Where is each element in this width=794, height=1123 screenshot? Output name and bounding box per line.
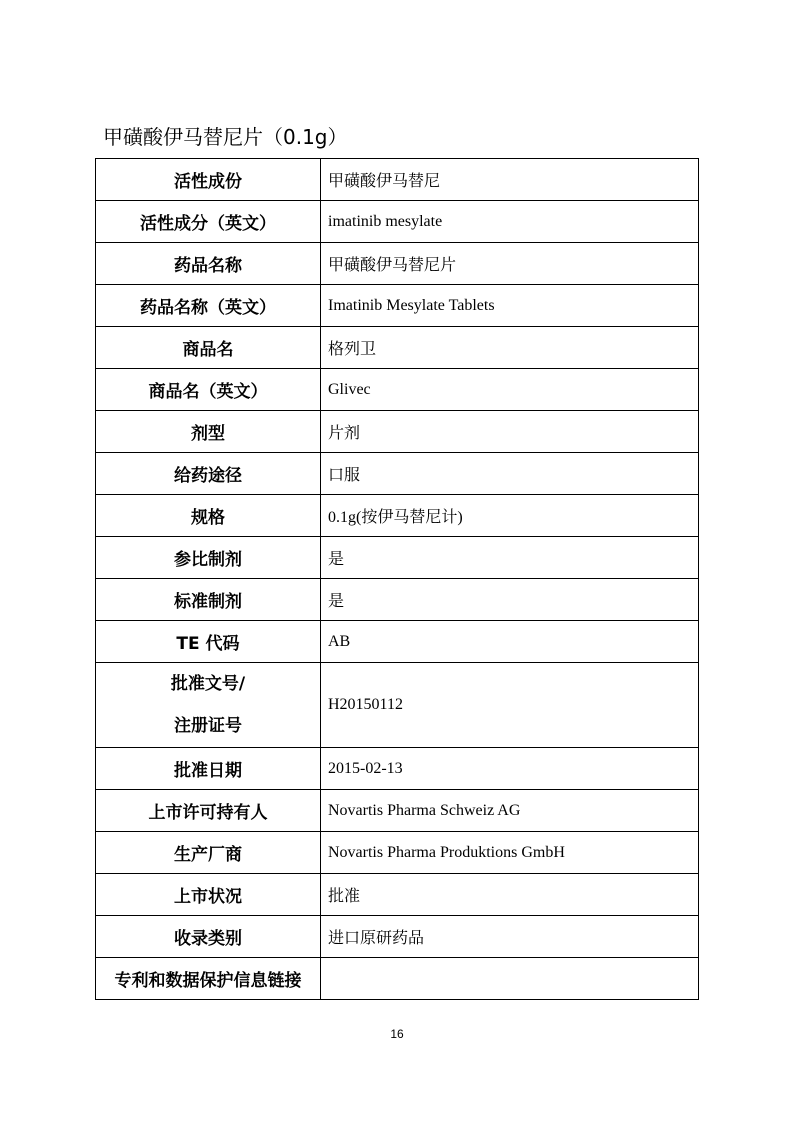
row-label: 药品名称（英文） (96, 285, 321, 327)
row-value: H20150112 (321, 663, 699, 748)
drug-info-table (95, 158, 699, 1000)
row-label: 专利和数据保护信息链接 (96, 958, 321, 1000)
row-label: 上市许可持有人 (96, 790, 321, 832)
row-label: 商品名（英文） (96, 369, 321, 411)
table-row (96, 663, 699, 748)
table-row (96, 537, 699, 579)
table-row (96, 285, 699, 327)
row-label: 生产厂商 (96, 832, 321, 874)
row-label: 标准制剂 (96, 579, 321, 621)
row-value: 0.1g(按伊马替尼计) (321, 495, 699, 537)
row-value: 口服 (321, 453, 699, 495)
row-value: AB (321, 621, 699, 663)
table-row (96, 411, 699, 453)
document-title: 甲磺酸伊马替尼片（0.1g） (103, 125, 348, 149)
page-number: 16 (390, 1027, 404, 1041)
row-label: 商品名 (96, 327, 321, 369)
row-value: 进口原研药品 (321, 916, 699, 958)
row-label: 给药途径 (96, 453, 321, 495)
row-label: 上市状况 (96, 874, 321, 916)
row-label: 活性成分（英文） (96, 201, 321, 243)
row-label: 批准日期 (96, 748, 321, 790)
row-value: Glivec (321, 369, 699, 411)
patent-link-value (321, 958, 699, 1000)
table-row (96, 327, 699, 369)
row-value: 甲磺酸伊马替尼 (321, 159, 699, 201)
row-value: Novartis Pharma Schweiz AG (321, 790, 699, 832)
table-row (96, 453, 699, 495)
row-value: 是 (321, 537, 699, 579)
table-row (96, 832, 699, 874)
row-value: Imatinib Mesylate Tablets (321, 285, 699, 327)
row-label: 参比制剂 (96, 537, 321, 579)
row-label-line-2: 注册证号 (174, 716, 242, 736)
table-row (96, 243, 699, 285)
row-value: imatinib mesylate (321, 201, 699, 243)
table-row (96, 621, 699, 663)
table-row (96, 916, 699, 958)
table-row (96, 874, 699, 916)
row-label-line-1: 批准文号/ (170, 674, 246, 694)
row-value: 批准 (321, 874, 699, 916)
table-row (96, 159, 699, 201)
row-label: TE 代码 (96, 621, 321, 663)
table-row (96, 748, 699, 790)
row-label: 剂型 (96, 411, 321, 453)
row-label: 规格 (96, 495, 321, 537)
row-value: Novartis Pharma Produktions GmbH (321, 832, 699, 874)
row-value: 是 (321, 579, 699, 621)
table-row (96, 369, 699, 411)
row-value: 2015-02-13 (321, 748, 699, 790)
table-row (96, 579, 699, 621)
table-row (96, 201, 699, 243)
row-value: 格列卫 (321, 327, 699, 369)
row-value: 甲磺酸伊马替尼片 (321, 243, 699, 285)
table-row (96, 958, 699, 1000)
row-label: 药品名称 (96, 243, 321, 285)
row-label: 活性成份 (96, 159, 321, 201)
row-label (96, 663, 321, 748)
row-label: 收录类别 (96, 916, 321, 958)
table-row (96, 790, 699, 832)
table-row (96, 495, 699, 537)
row-value: 片剂 (321, 411, 699, 453)
